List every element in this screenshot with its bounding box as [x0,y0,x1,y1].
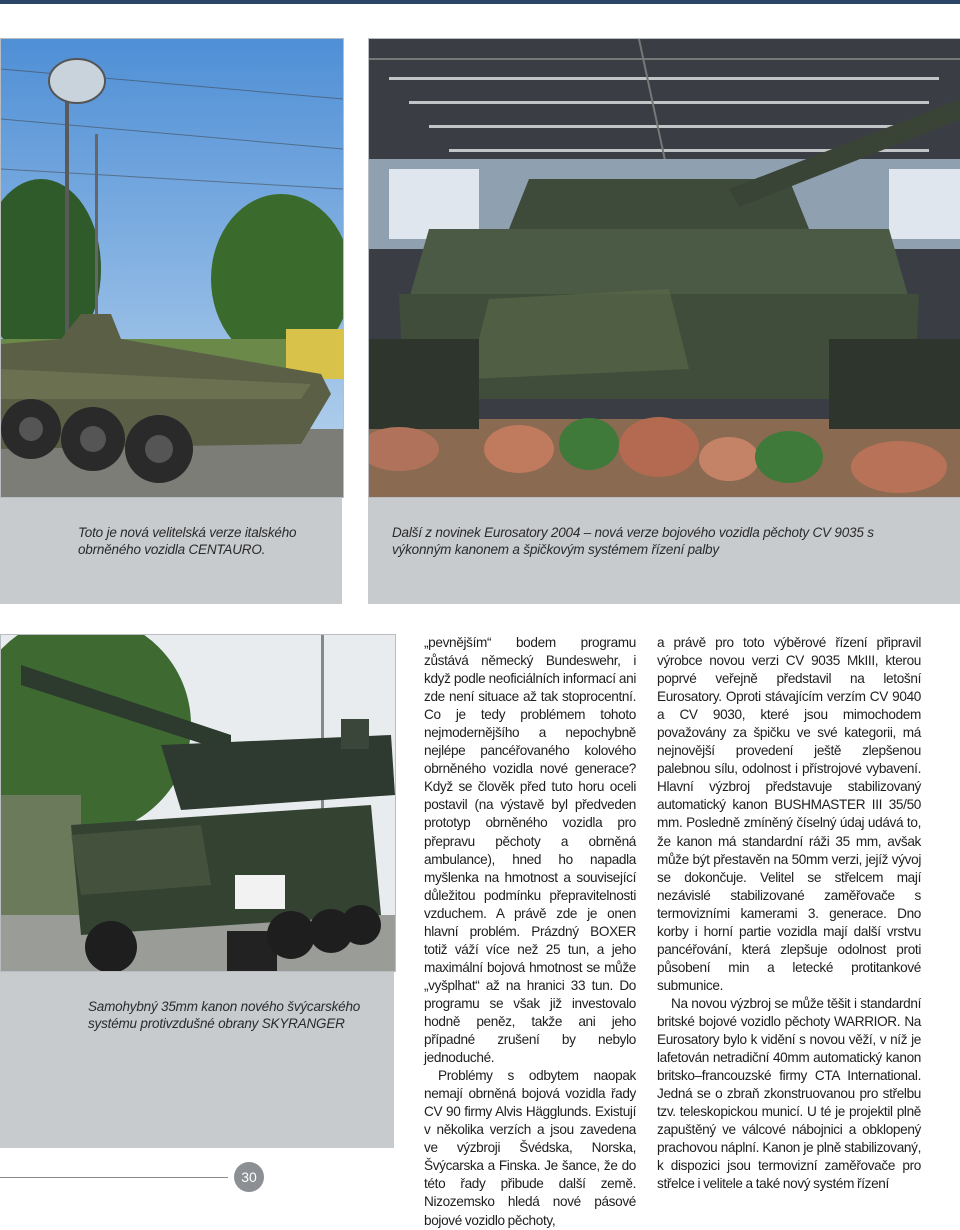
tank-photo [369,39,960,497]
footer-rule [0,1177,228,1178]
paragraph: a právě pro toto výběrové řízení připravil výrobce novou verzi CV 9035 MkIII, kterou poprvé veřejně představil na letošní Eurosatory. Oproti stávajícím verzím CV 9040 a CV 9030, které jsou mimochodem považovány za špičku ve své kategorii, má nejnovější provedení ještě zlepšenou palebnou sílu, odolnost i přístrojové vybavení. Hlavní výzbroj představuje stabilizovaný automatický kanon BUSHMASTER III 35/50 mm. Posledně zmíněný číselný údaj udává to, že kanon má standardní ráži 35 mm, avšak může být přestavěn na 50mm verzi, jejíž vývoj se dokončuje. Velitel se střelcem mají nezávislé stabilizované zaměřovače s termovizními kamerami 3. generace. Dno korby i horní partie vozidla mají další vrstvu pancéřování, která zlepšuje odolnost proti působení min a letecké protitankové submunice. [657,635,921,993]
article-column-1 [424,634,636,1230]
paragraph: Na novou výzbroj se může těšit i standardní britské bojové vozidlo pěchoty WARRIOR. Na Eurosatory bylo k vidění s novou věží, v níž je lafetován netradiční 40mm automatický kanon britsko–francouzské firmy CTA International. Jedná se o zbraň zkonstruovanou pro střelbu tzv. teleskopickou municí. U té je projektil plně zapuštěný ve válcové nábojnici a obklopený prachovou náplní. Kanon je plně stabilizovaný, k dispozici jsou termovizní zaměřovače pro střelce i velitele a také nový systém řízení [657,995,921,1192]
paragraph: „pevnějším“ bodem programu zůstává německý Bundeswehr, i když podle neoficiálních informací ani zde není situace až tak stoprocentní. Co je tedy problémem tohoto nejmodernějšího a nepochybně nejlépe pancéřovaného kolového obrněného vozidla nové generace? Když se člověk před tuto horu oceli postavil (na výstavě byl předveden prototyp obrněného vozidla pro přepravu pěchoty a obrněná ambulance), hned ho napadla myšlenka na hmotnost a související důležitou podmínku přepravitelnosti vzduchem. A právě zde je onen hlavní problém. Prázdný BOXER totiž váží více než 25 tun, a jeho maximální bojová hmotnost se může „vyšplhat“ až na hranici 33 tun. Do programu se však již investovalo hodně peněz, takže ani jeho případné zrušení by nebylo jednoduché. [424,635,636,1066]
paragraph: Problémy s odbytem naopak nemají obrněná bojová vozidla řady CV 90 firmy Alvis Hägglunds. Existují v několika verzích a jsou zavedena ve výzbroji Švédska, Norska, Švýcarska a Finska. Je šance, že do této řady přibude další země. Nizozemsko hledá nové pásové bojové vozidlo pěchoty, [424,1068,636,1228]
page-number: 30 [234,1162,264,1192]
anti-aircraft-vehicle-photo [1,635,395,971]
photo-centauro [0,38,344,498]
article-column-2 [657,634,921,1193]
armored-car-photo [1,39,343,497]
top-rule [0,0,960,4]
caption-cv9035: Další z novinek Eurosatory 2004 – nová verze bojového vozidla pěchoty CV 9035 s výkonným kanonem a špičkovým systémem řízení palby [392,525,874,557]
photo-cv9035 [368,38,960,498]
photo-skyranger [0,634,396,972]
caption-centauro: Toto je nová velitelská verze italského obrněného vozidla CENTAURO. [78,525,297,557]
caption-skyranger: Samohybný 35mm kanon nového švýcarského systému protivzdušné obrany SKYRANGER [88,999,361,1031]
